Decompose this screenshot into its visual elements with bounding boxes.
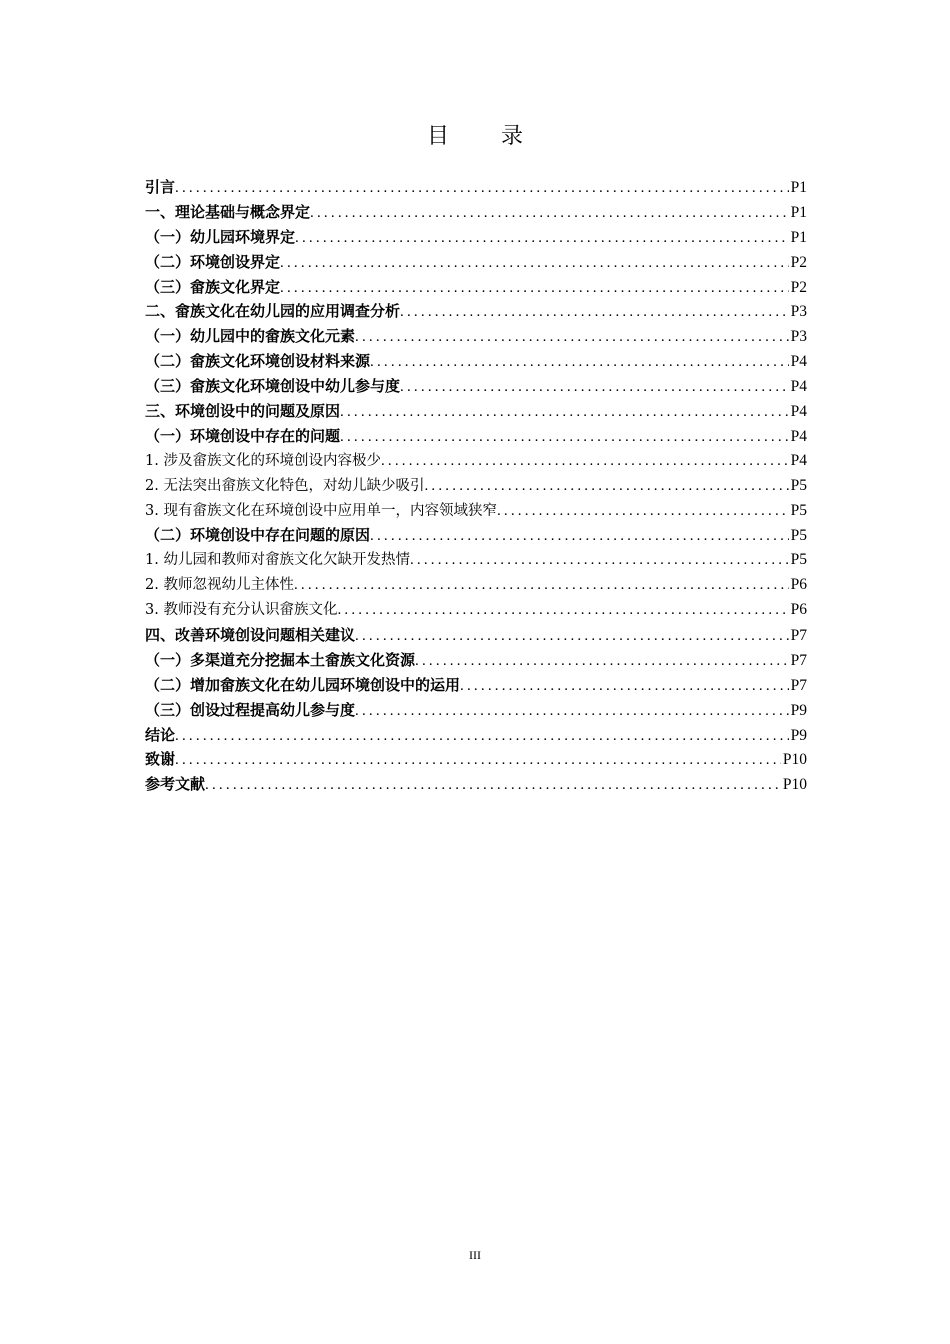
- toc-entry-label: （一）环境创设中存在的问题: [145, 426, 341, 445]
- toc-entry-label: 1. 涉及畲族文化的环境创设内容极少: [145, 452, 381, 469]
- toc-entry-label: 结论: [145, 725, 176, 744]
- table-of-contents: [145, 175, 807, 797]
- toc-dot-leader: [381, 449, 789, 474]
- toc-dot-leader: [410, 548, 789, 573]
- toc-dot-leader: [340, 400, 789, 424]
- toc-entry-page: P4: [790, 427, 807, 445]
- toc-entry-label: 致谢: [145, 750, 176, 769]
- toc-entry-label: （一）幼儿园中的畲族文化元素: [145, 327, 356, 346]
- toc-entry-label: （三）畲族文化环境创设中幼儿参与度: [145, 377, 401, 396]
- toc-dot-leader: [175, 724, 789, 748]
- toc-entry-label: （二）环境创设界定: [145, 252, 281, 271]
- toc-entry-page: P7: [790, 627, 807, 645]
- toc-dot-leader: [355, 699, 789, 723]
- toc-entry-page: P9: [790, 701, 807, 719]
- toc-entry-label: （二）畲族文化环境创设材料来源: [145, 352, 371, 371]
- toc-entry[interactable]: [145, 548, 807, 573]
- toc-entry[interactable]: [145, 175, 807, 200]
- toc-entry-label: 四、改善环境创设问题相关建议: [145, 626, 356, 645]
- toc-entry-page: P4: [790, 353, 807, 371]
- toc-entry[interactable]: [145, 200, 807, 225]
- toc-entry-page: P10: [782, 751, 807, 769]
- toc-entry[interactable]: [145, 374, 807, 399]
- toc-entry[interactable]: [145, 324, 807, 349]
- toc-dot-leader: [337, 598, 788, 623]
- toc-dot-leader: [460, 674, 789, 698]
- toc-entry-page: P4: [790, 378, 807, 396]
- toc-entry-label: （二）增加畲族文化在幼儿园环境创设中的运用: [145, 675, 461, 694]
- toc-entry-label: 2. 无法突出畲族文化特色，对幼儿缺少吸引: [145, 477, 425, 494]
- toc-entry-page: P9: [790, 726, 807, 744]
- toc-entry[interactable]: [145, 275, 807, 300]
- toc-entry[interactable]: [145, 299, 807, 324]
- toc-entry-label: 二、畲族文化在幼儿园的应用调查分析: [145, 302, 401, 321]
- toc-entry-page: P5: [790, 501, 807, 519]
- toc-entry[interactable]: [145, 250, 807, 275]
- toc-entry-page: P7: [790, 651, 807, 669]
- toc-entry[interactable]: [145, 424, 807, 449]
- toc-dot-leader: [280, 276, 789, 300]
- toc-entry-page: P7: [790, 676, 807, 694]
- toc-dot-leader: [340, 425, 789, 449]
- toc-entry-page: P3: [790, 328, 807, 346]
- toc-dot-leader: [424, 474, 788, 499]
- toc-dot-leader: [355, 624, 789, 648]
- toc-entry[interactable]: [145, 698, 807, 723]
- toc-entry-page: P3: [790, 303, 807, 321]
- toc-entry-page: P5: [790, 476, 807, 494]
- toc-entry-label: 3. 教师没有充分认识畲族文化: [145, 602, 338, 619]
- toc-entry-label: 三、环境创设中的问题及原因: [145, 402, 341, 421]
- toc-entry-label: 参考文献: [145, 775, 206, 794]
- toc-entry[interactable]: [145, 723, 807, 748]
- toc-dot-leader: [294, 573, 789, 598]
- toc-entry[interactable]: [145, 772, 807, 797]
- toc-entry-page: P2: [790, 253, 807, 271]
- toc-entry[interactable]: [145, 747, 807, 772]
- toc-entry-page: P1: [790, 228, 807, 246]
- toc-entry-label: （三）畲族文化界定: [145, 277, 281, 296]
- toc-dot-leader: [175, 176, 789, 200]
- page-number: III: [469, 1248, 481, 1262]
- toc-entry-label: （二）环境创设中存在问题的原因: [145, 526, 371, 545]
- toc-entry[interactable]: [145, 399, 807, 424]
- toc-entry-page: P5: [790, 551, 807, 569]
- toc-entry-page: P4: [790, 403, 807, 421]
- toc-entry-page: P10: [782, 776, 807, 794]
- toc-entry-label: 1. 幼儿园和教师对畲族文化欠缺开发热情: [145, 552, 410, 569]
- toc-dot-leader: [497, 499, 789, 524]
- toc-dot-leader: [280, 251, 789, 275]
- toc-dot-leader: [370, 350, 789, 374]
- toc-dot-leader: [295, 226, 789, 250]
- toc-entry-label: 2. 教师忽视幼儿主体性: [145, 577, 294, 594]
- toc-entry-label: （一）幼儿园环境界定: [145, 227, 296, 246]
- page-title: 目录: [426, 124, 575, 149]
- toc-dot-leader: [370, 524, 789, 548]
- toc-entry-label: 一、理论基础与概念界定: [145, 202, 311, 221]
- toc-entry-label: 引言: [145, 178, 176, 196]
- toc-entry-label: （一）多渠道充分挖掘本土畲族文化资源: [145, 650, 416, 669]
- toc-entry[interactable]: [145, 449, 807, 474]
- toc-dot-leader: [415, 649, 789, 673]
- toc-entry-page: P4: [790, 451, 807, 469]
- toc-dot-leader: [175, 748, 781, 772]
- toc-entry-page: P1: [790, 179, 807, 196]
- toc-entry[interactable]: [145, 474, 807, 499]
- toc-entry-page: P6: [790, 601, 807, 619]
- toc-entry-page: P6: [790, 576, 807, 594]
- toc-entry-page: P5: [790, 527, 807, 545]
- toc-entry[interactable]: [145, 573, 807, 598]
- toc-entry[interactable]: [145, 349, 807, 374]
- toc-dot-leader: [355, 325, 789, 349]
- toc-entry-label: 3. 现有畲族文化在环境创设中应用单一，内容领域狭窄: [145, 502, 497, 519]
- toc-entry[interactable]: [145, 623, 807, 648]
- toc-dot-leader: [205, 773, 781, 797]
- toc-entry-label: （三）创设过程提高幼儿参与度: [145, 700, 356, 719]
- toc-entry[interactable]: [145, 499, 807, 524]
- toc-entry-page: P1: [790, 203, 807, 221]
- toc-entry[interactable]: [145, 598, 807, 623]
- toc-entry[interactable]: [145, 648, 807, 673]
- toc-entry[interactable]: [145, 523, 807, 548]
- toc-entry[interactable]: [145, 673, 807, 698]
- toc-dot-leader: [400, 375, 789, 399]
- toc-entry-page: P2: [790, 278, 807, 296]
- toc-dot-leader: [400, 300, 789, 324]
- toc-entry[interactable]: [145, 225, 807, 250]
- toc-dot-leader: [310, 201, 789, 225]
